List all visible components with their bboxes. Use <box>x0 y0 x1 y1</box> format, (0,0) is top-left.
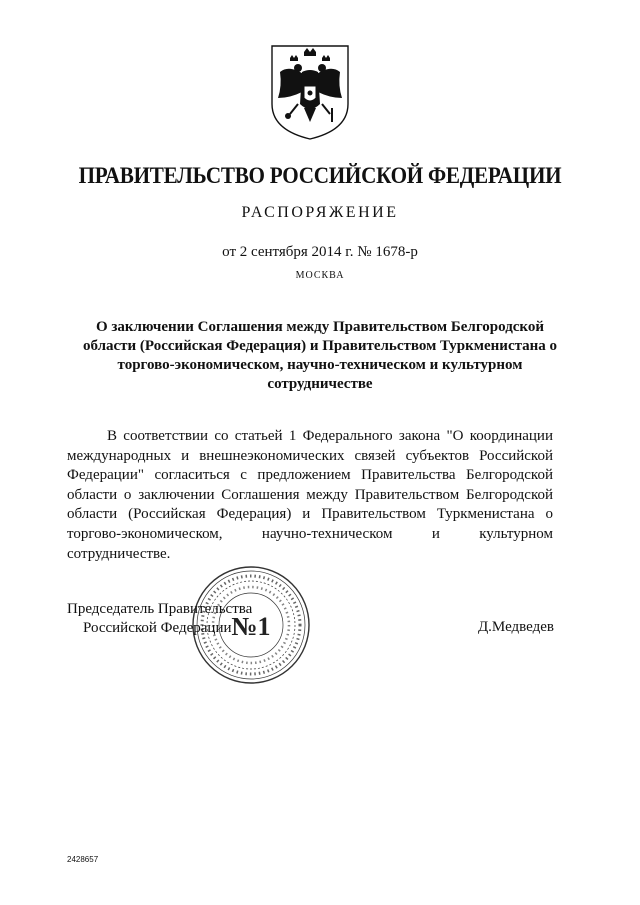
document-city: МОСКВА <box>295 270 345 281</box>
document-type: РАСПОРЯЖЕНИЕ <box>241 204 399 221</box>
document-subject: О заключении Соглашения между Правительством Белгородской области (Российская Федерация) и Правительством Туркменистана о торгово-экономическом, научно-техническом и культурном сотрудничестве <box>82 319 558 392</box>
government-title: ПРАВИТЕЛЬСТВО РОССИЙСКОЙ ФЕДЕРАЦИИ <box>78 163 562 188</box>
coat-of-arms-icon <box>268 42 352 142</box>
signatory-role <box>67 600 252 638</box>
document-code: 2428657 <box>67 855 99 864</box>
document-body <box>67 427 553 564</box>
document-date-number: от 2 сентября 2014 г. № 1678-р <box>222 244 418 260</box>
signatory-role-line2: Российской Федерации <box>83 620 232 636</box>
seal-number: №1 <box>231 612 271 641</box>
signatory-name: Д.Медведев <box>477 619 554 635</box>
signatory-role-line1: Председатель Правительства <box>67 601 253 617</box>
body-paragraph: В соответствии со статьей 1 Федерального закона "О координации международных и внешнеэкономических связей субъектов Российской Федерации" согласиться с предложением Правительства Белгородской области о заключении Соглашения между Правительством Белгородской области (Российская Федерация) и Правительством Туркменистана о торгово-экономическом, научно-техническом и культурном сотрудничестве. <box>67 428 553 562</box>
